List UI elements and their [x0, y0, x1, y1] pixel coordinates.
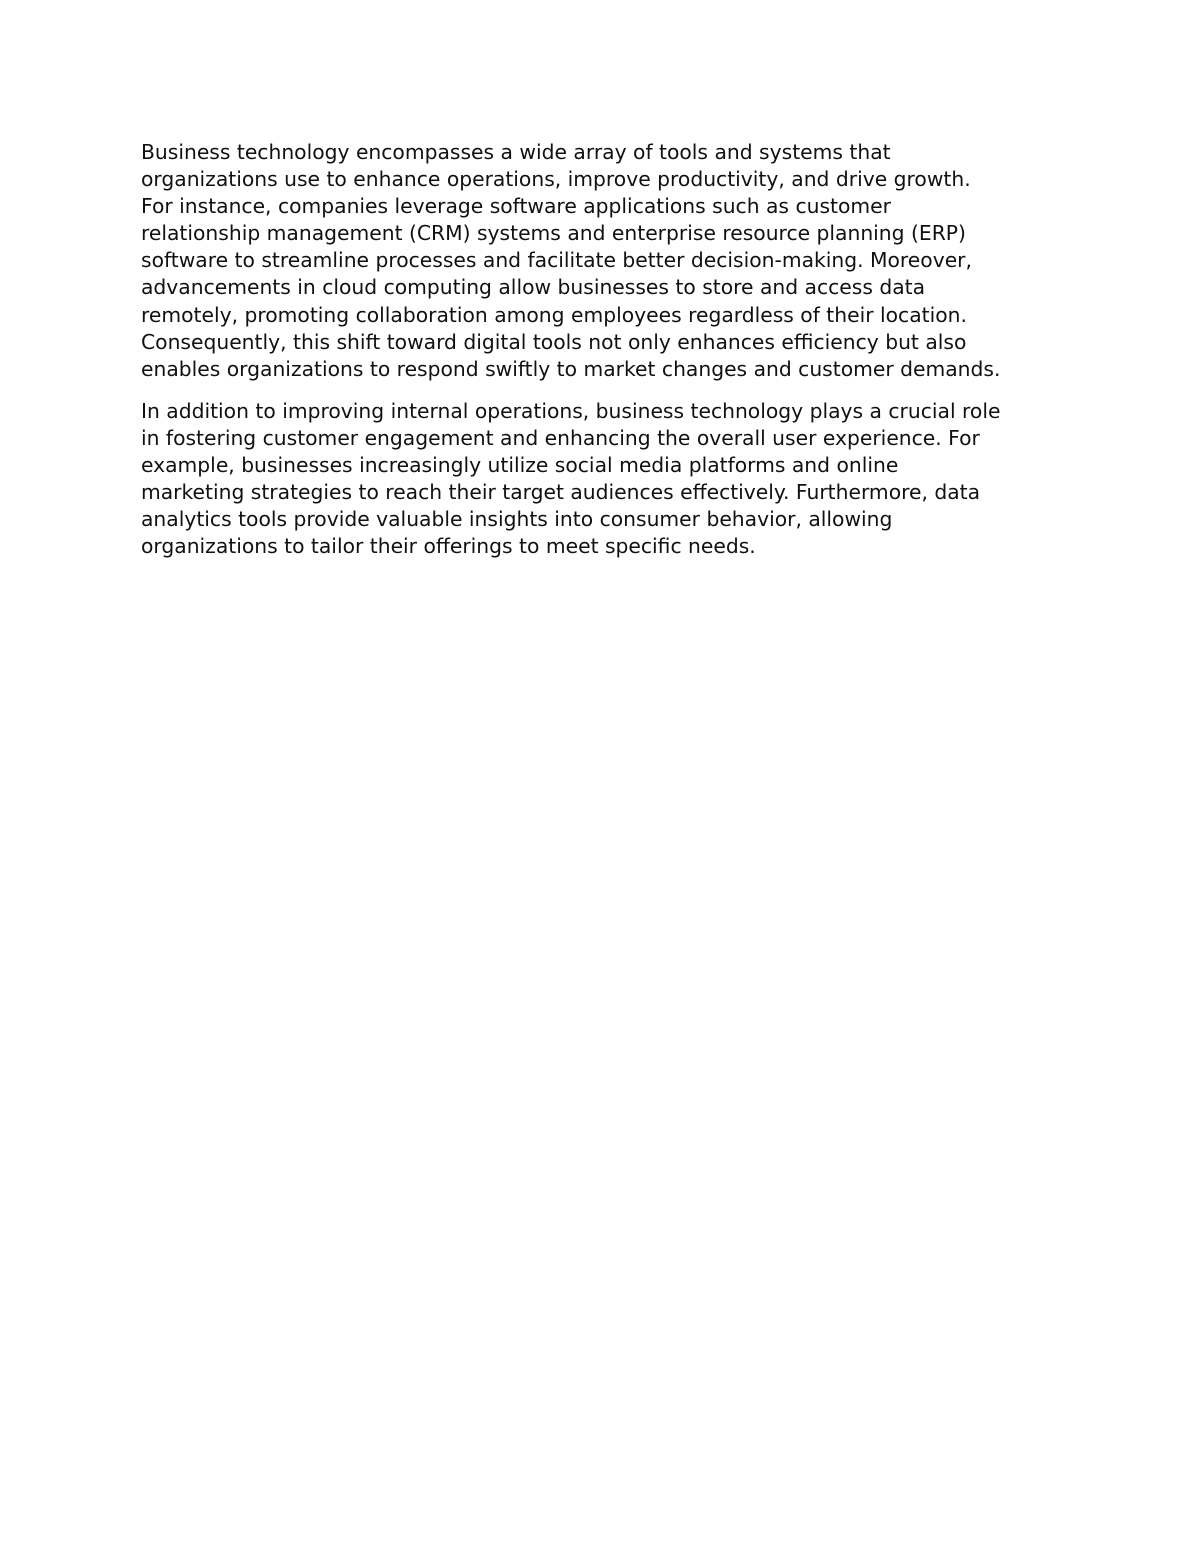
paragraph-line: example, businesses increasingly utilize social media platforms and online — [141, 453, 899, 478]
paragraph-2 — [141, 398, 1061, 561]
paragraph-line: enables organizations to respond swiftly to market changes and customer demands. — [141, 356, 1001, 381]
paragraph-line: Consequently, this shift toward digital tools not only enhances efficiency but also — [141, 329, 967, 354]
paragraph-line: relationship management (CRM) systems and enterprise resource planning (ERP) — [141, 221, 966, 246]
paragraph-line: software to streamline processes and facilitate better decision-making. Moreover, — [141, 248, 972, 273]
paragraph-line: Business technology encompasses a wide array of tools and systems that — [141, 140, 891, 164]
paragraph-line: organizations to tailor their offerings to meet specific needs. — [141, 534, 756, 559]
paragraph-line: analytics tools provide valuable insights into consumer behavior, allowing — [141, 507, 893, 532]
paragraph-line: in fostering customer engagement and enhancing the overall user experience. For — [141, 425, 980, 450]
document-body — [141, 139, 1061, 575]
paragraph-line: For instance, companies leverage software applications such as customer — [141, 194, 891, 219]
paragraph-line: remotely, promoting collaboration among employees regardless of their location. — [141, 302, 967, 327]
paragraph-line: marketing strategies to reach their target audiences effectively. Furthermore, data — [141, 480, 981, 505]
paragraph-line: advancements in cloud computing allow businesses to store and access data — [141, 275, 926, 300]
paragraph-1 — [141, 139, 1061, 383]
paragraph-line: In addition to improving internal operations, business technology plays a crucial role — [141, 398, 1001, 423]
paragraph-line: organizations use to enhance operations, improve productivity, and drive growth. — [141, 167, 971, 192]
